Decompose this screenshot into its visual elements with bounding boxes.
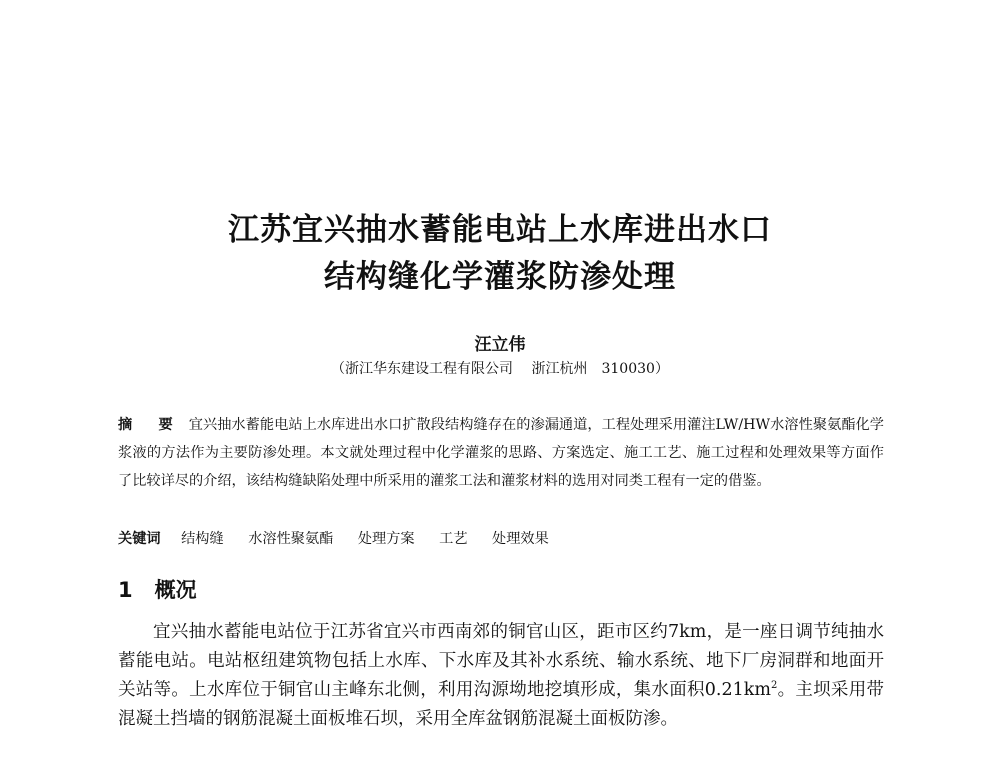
section-title: 概况	[154, 578, 197, 602]
keyword-item: 工艺	[439, 531, 468, 547]
abstract-label: 摘 要	[118, 417, 179, 433]
keyword-item: 结构缝	[181, 531, 224, 547]
paper-title-line-1: 江苏宜兴抽水蓄能电站上水库进出水口	[228, 212, 772, 248]
abstract-text: 宜兴抽水蓄能电站上水库进出水口扩散段结构缝存在的渗漏通道，工程处理采用灌注LW/HW水溶性聚氨酯化学浆液的方法作为主要防渗处理。本文就处理过程中化学灌浆的思路、方案选定、施工工艺、施工过程和处理效果等方面作了比较详尽的介绍，该结构缝缺陷处理中所采用的灌浆工法和灌浆材料的选用对同类工程有一定的借鉴。	[118, 417, 884, 489]
keyword-item: 处理效果	[492, 531, 549, 547]
keywords	[118, 528, 884, 548]
paragraph-text: 宜兴抽水蓄能电站位于江苏省宜兴市西南郊的铜官山区，距市区约7km，是一座日调节纯抽水蓄能电站。电站枢纽建筑物包括上水库、下水库及其补水系统、输水系统、地下厂房洞群和地面开关站等。上水库位于铜官山主峰东北侧，利用沟源坳地挖填形成，集水面积0.21km	[118, 622, 884, 700]
paper-title-line-2: 结构缝化学灌浆防渗处理	[324, 259, 676, 295]
section-paragraph	[118, 618, 884, 734]
author-affiliation: （浙江华东建设工程有限公司 浙江杭州 310030）	[331, 361, 669, 377]
author-name: 汪立伟	[474, 335, 526, 355]
abstract	[118, 411, 884, 495]
keywords-label: 关键词	[118, 531, 161, 547]
keyword-item: 处理方案	[357, 531, 415, 547]
paragraph-text-continued: 。主坝采用带混凝土挡墙的钢筋混凝土面板堆石坝，采用全库盆钢筋混凝土面板防渗。	[118, 680, 884, 729]
section-heading	[118, 574, 197, 604]
unit-superscript: 2	[770, 680, 778, 692]
section-number: 1	[118, 578, 133, 602]
keyword-item: 水溶性聚氨酯	[248, 531, 334, 547]
